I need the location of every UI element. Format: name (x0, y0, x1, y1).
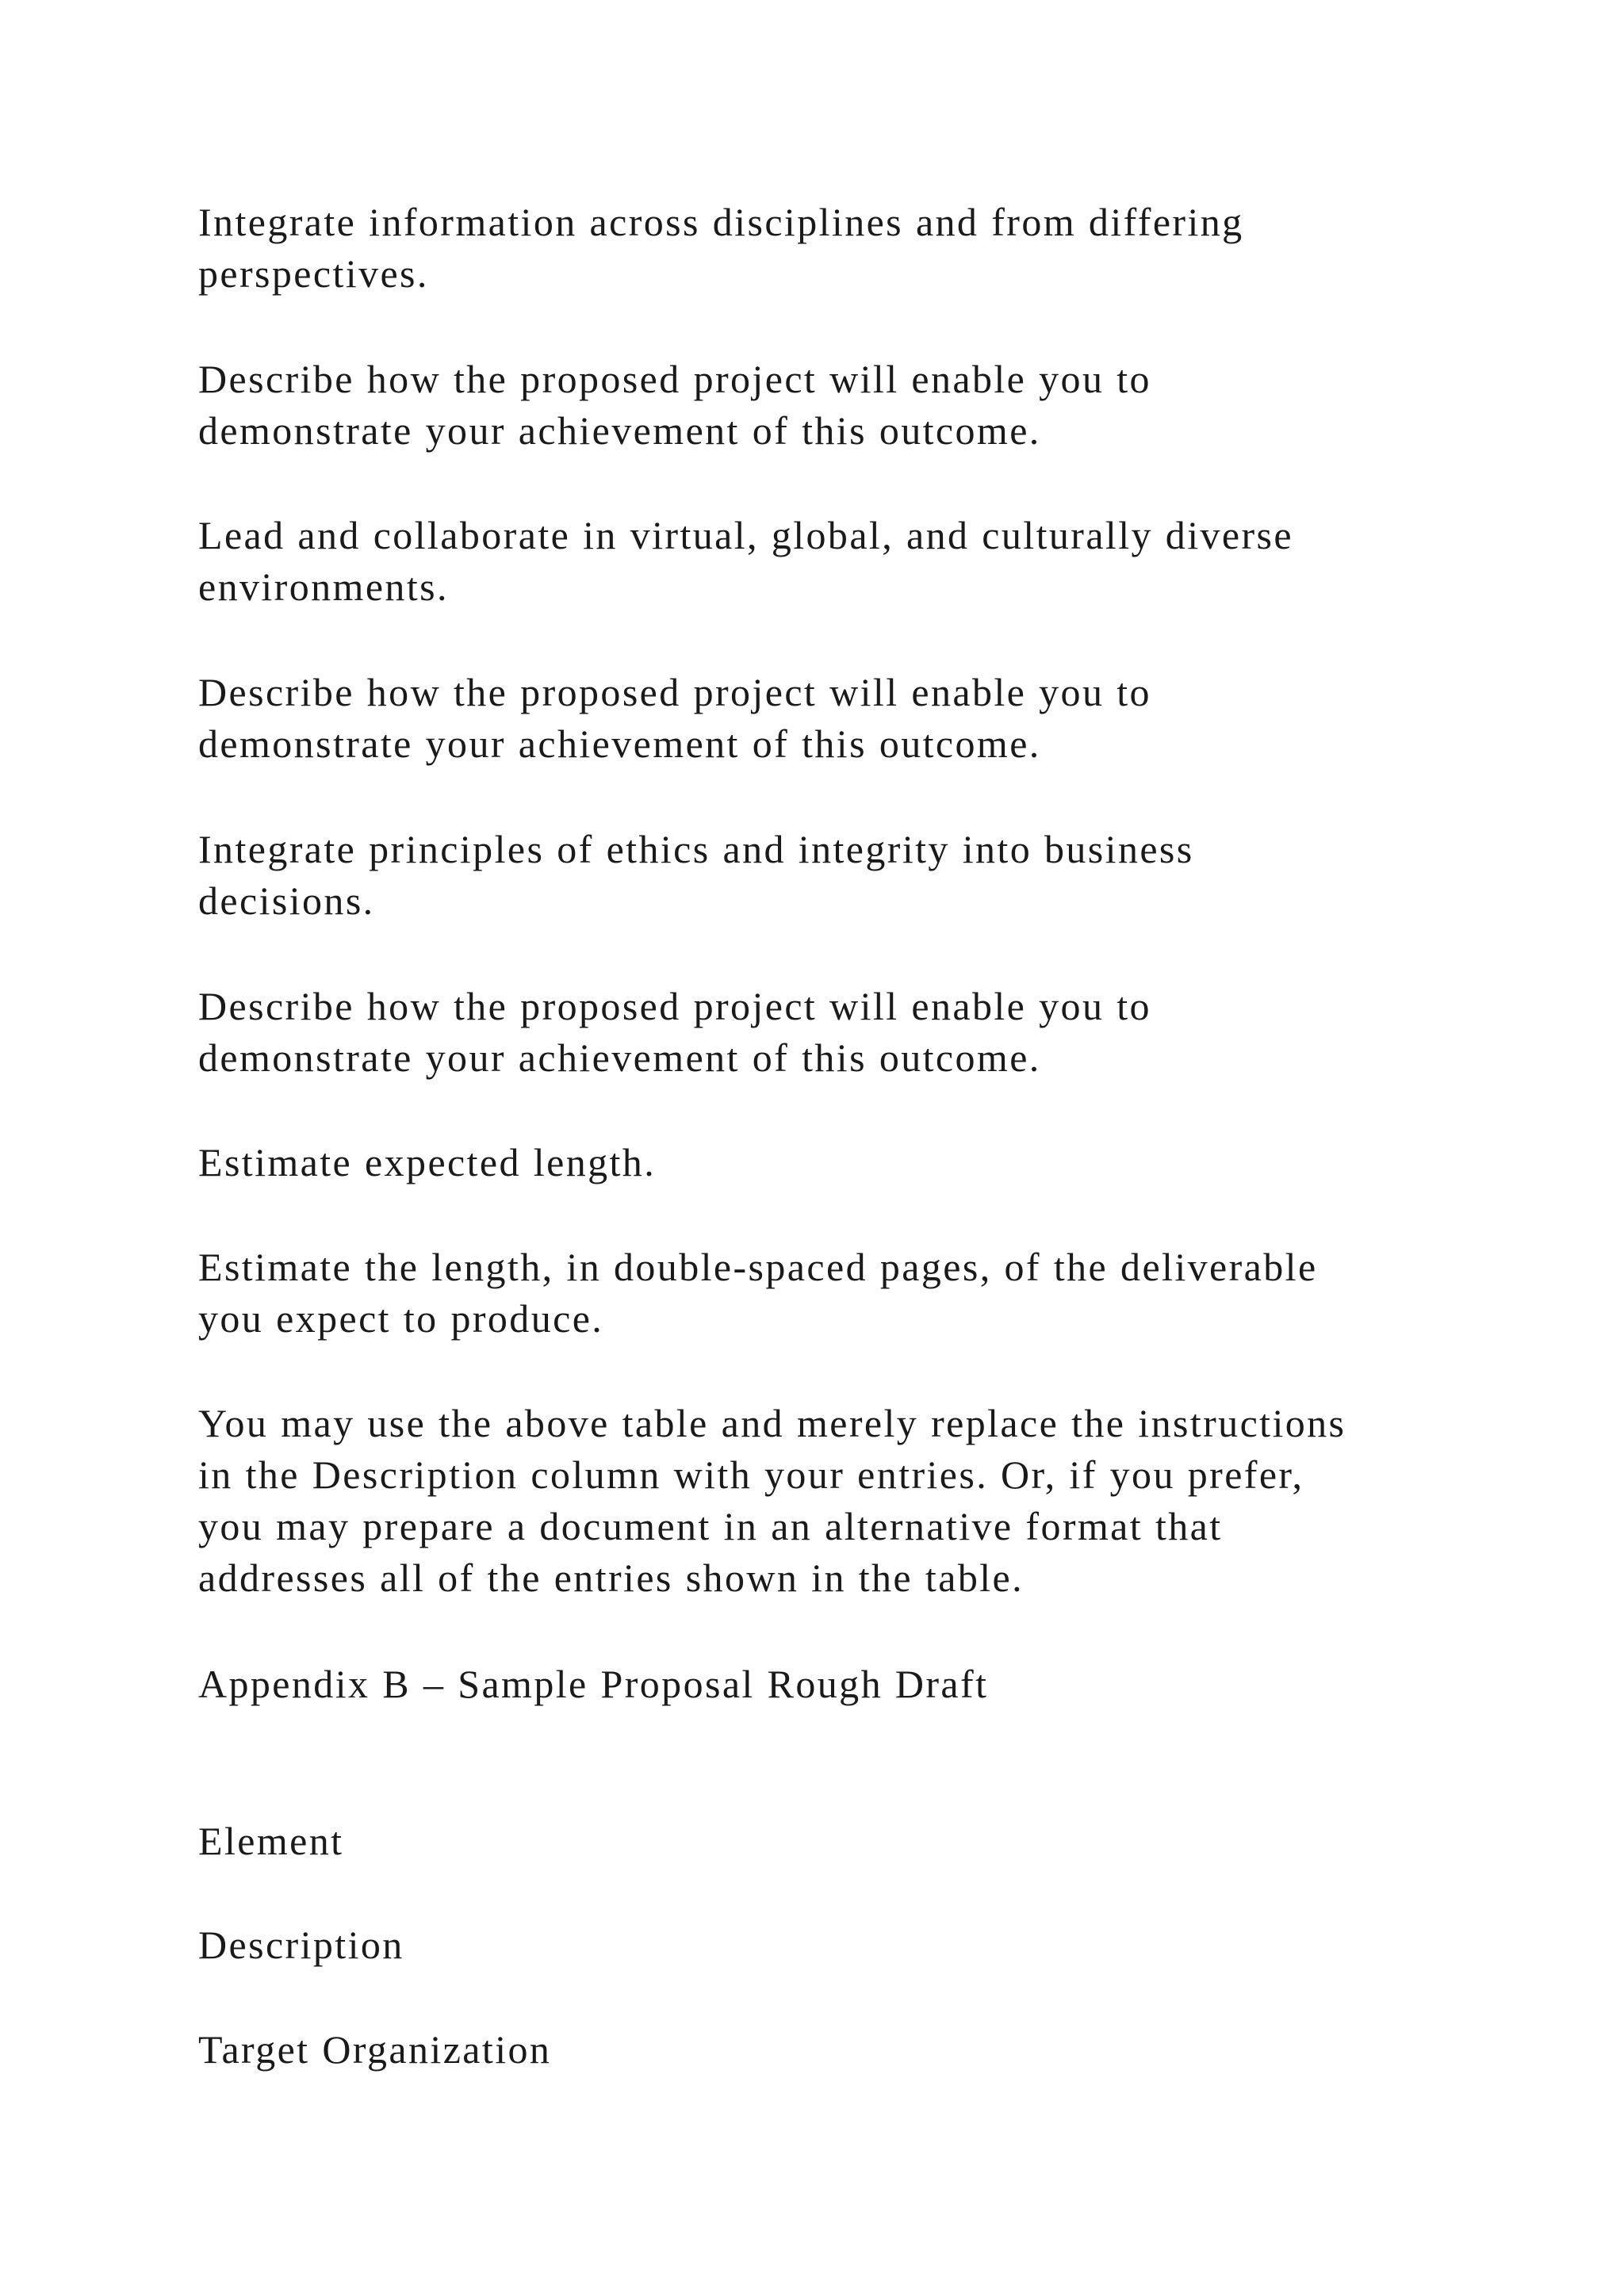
column-header-element: Element (198, 1819, 344, 1863)
outcome-lead-collaborate: Lead and collaborate in virtual, global, and culturally diverse environments. (198, 513, 1293, 609)
table-usage-note: You may use the above table and merely replace the instructions in the Description column with your entries. Or, if you prefer, you may prepare a document in an alternative format that addresses all of the entries shown in the table. (198, 1401, 1346, 1600)
outcome-description-1: Describe how the proposed project will enable you to demonstrate your achievement of this outcome. (198, 357, 1151, 453)
outcome-integrate-information: Integrate information across disciplines and from differing perspectives. (198, 200, 1244, 296)
estimate-length-description: Estimate the length, in double-spaced pages, of the deliverable you expect to produce. (198, 1245, 1318, 1341)
column-header-description: Description (198, 1923, 404, 1967)
row-target-organization: Target Organization (198, 2027, 552, 2072)
outcome-description-3: Describe how the proposed project will enable you to demonstrate your achievement of this outcome. (198, 984, 1151, 1080)
outcome-description-2: Describe how the proposed project will enable you to demonstrate your achievement of this outcome. (198, 670, 1151, 766)
estimate-length-heading: Estimate expected length. (198, 1140, 657, 1184)
outcome-ethics-integrity: Integrate principles of ethics and integrity into business decisions. (198, 827, 1194, 923)
appendix-b-title: Appendix B – Sample Proposal Rough Draft (198, 1662, 989, 1706)
